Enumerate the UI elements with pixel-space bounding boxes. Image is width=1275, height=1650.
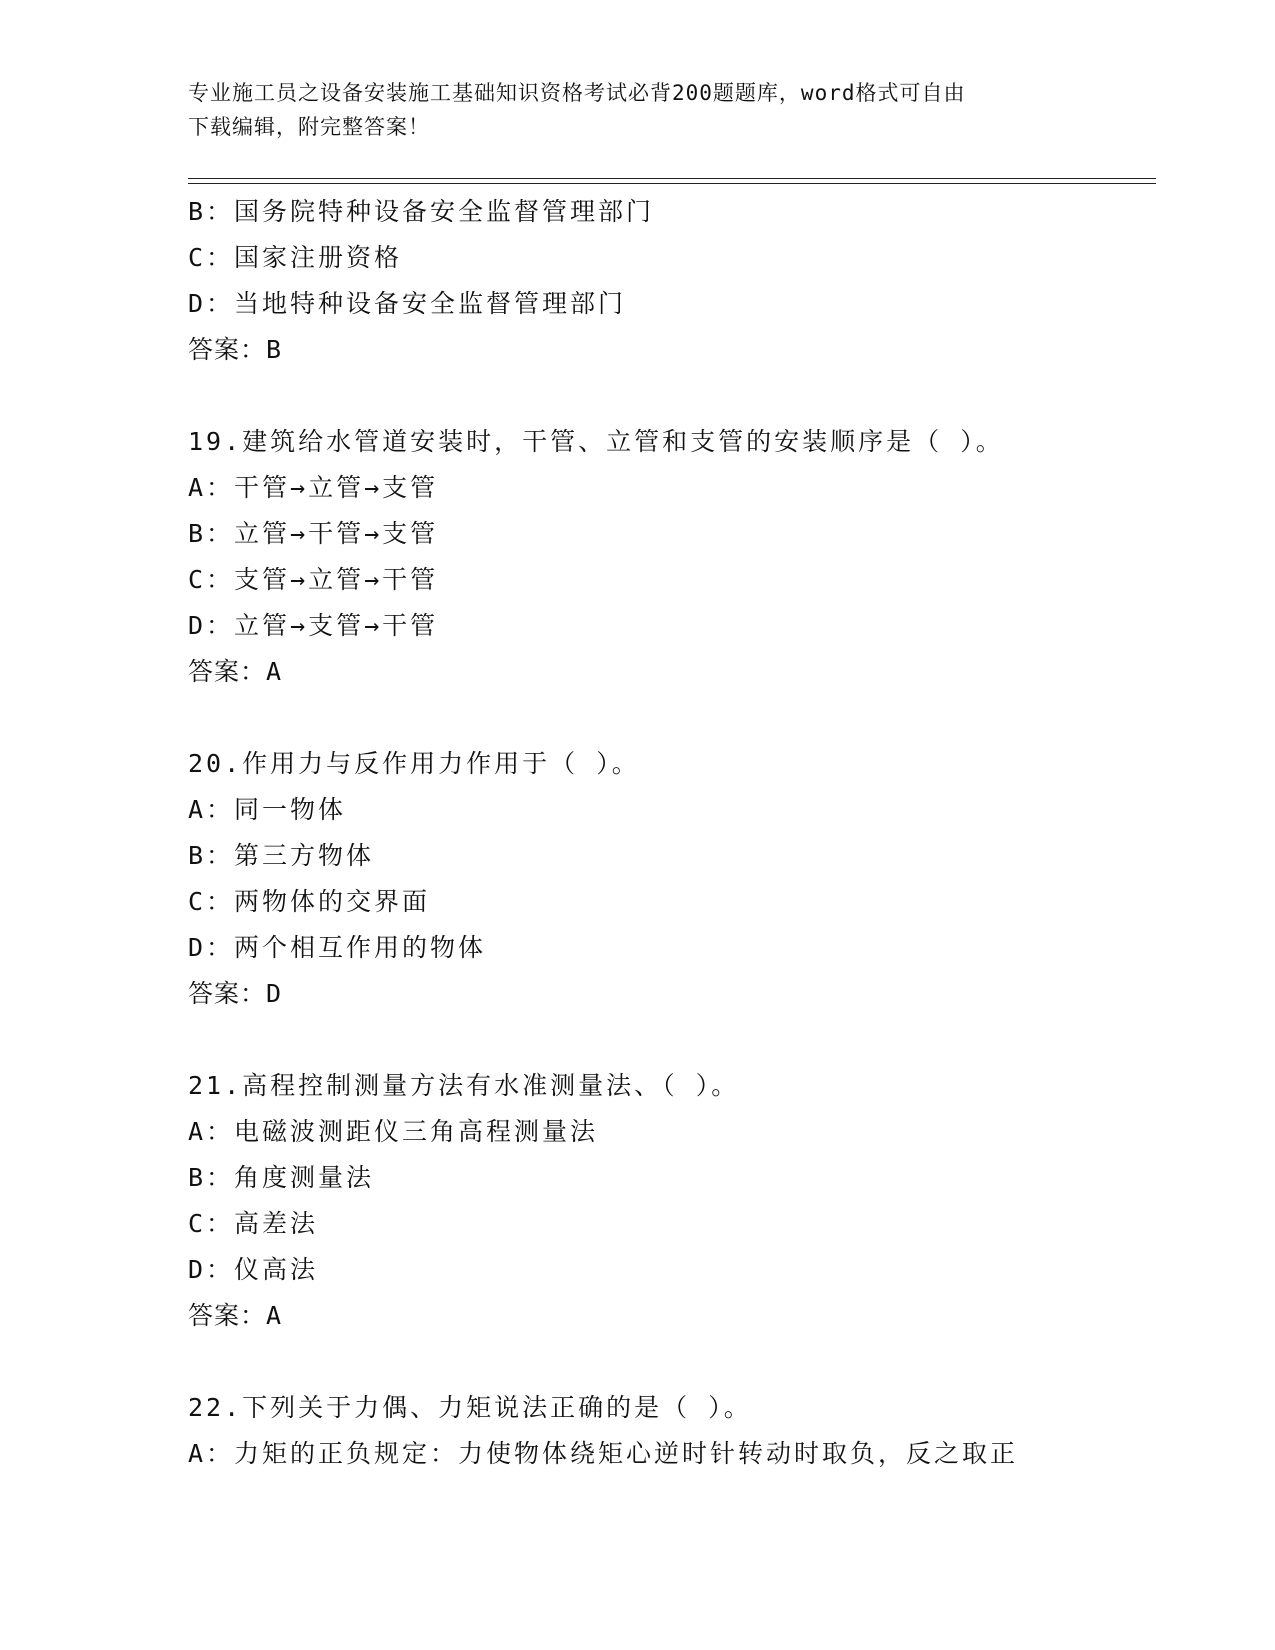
document-header <box>188 76 1088 144</box>
option-b: B：国务院特种设备安全监督管理部门 <box>188 197 655 226</box>
header-line-1: 专业施工员之设备安装施工基础知识资格考试必背200题题库，word格式可自由 <box>188 81 966 105</box>
question-19 <box>188 419 1148 695</box>
option-d: D：当地特种设备安全监督管理部门 <box>188 289 627 318</box>
option-d: D：仪高法 <box>188 1255 319 1284</box>
option-a: A：力矩的正负规定：力使物体绕矩心逆时针转动时取负，反之取正 <box>188 1439 1019 1468</box>
option-b: B：角度测量法 <box>188 1163 375 1192</box>
question-stem: 19.建筑给水管道安装时，干管、立管和支管的安装顺序是（ ）。 <box>188 427 1004 456</box>
option-d: D：立管→支管→干管 <box>188 611 439 640</box>
answer: 答案：A <box>188 657 283 686</box>
answer: 答案：A <box>188 1301 283 1330</box>
option-d: D：两个相互作用的物体 <box>188 933 487 962</box>
question-list <box>188 189 1148 1477</box>
question-21 <box>188 1063 1148 1339</box>
option-b: B：第三方物体 <box>188 841 375 870</box>
header-divider-top <box>188 178 1156 179</box>
option-a: A：干管→立管→支管 <box>188 473 439 502</box>
question-22 <box>188 1385 1148 1477</box>
option-b: B：立管→干管→支管 <box>188 519 439 548</box>
header-line-2: 下载编辑，附完整答案！ <box>188 115 430 139</box>
question-18-continued <box>188 189 1148 373</box>
answer: 答案：B <box>188 335 283 364</box>
option-c: C：国家注册资格 <box>188 243 403 272</box>
option-a: A：同一物体 <box>188 795 347 824</box>
question-stem: 20.作用力与反作用力作用于（ ）。 <box>188 749 640 778</box>
question-20 <box>188 741 1148 1017</box>
answer: 答案：D <box>188 979 283 1008</box>
question-stem: 22.下列关于力偶、力矩说法正确的是（ ）。 <box>188 1393 752 1422</box>
option-c: C：支管→立管→干管 <box>188 565 439 594</box>
option-c: C：两物体的交界面 <box>188 887 431 916</box>
option-a: A：电磁波测距仪三角高程测量法 <box>188 1117 599 1146</box>
option-c: C：高差法 <box>188 1209 319 1238</box>
header-divider-bottom <box>188 183 1156 184</box>
question-stem: 21.高程控制测量方法有水准测量法、（ ）。 <box>188 1071 740 1100</box>
